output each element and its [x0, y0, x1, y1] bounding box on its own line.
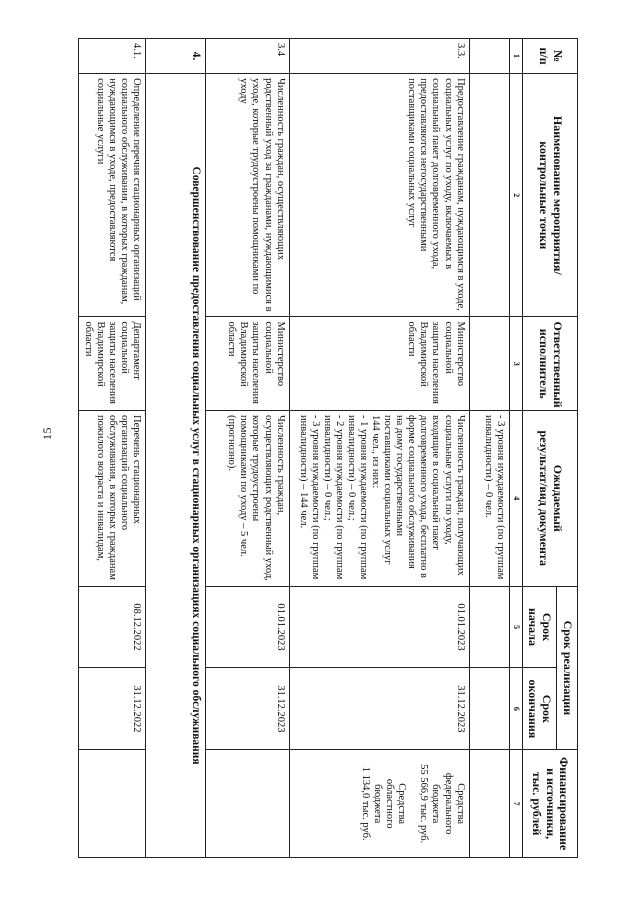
header-period: Срок реализации — [557, 586, 578, 750]
table-row — [79, 39, 146, 858]
row-end: 31.12.2023 — [289, 668, 469, 750]
finance-line: бюджета — [372, 784, 384, 824]
column-number: 4 — [509, 411, 522, 586]
column-number: 6 — [509, 668, 522, 750]
header-num: № п/п — [522, 39, 577, 74]
row-executor: Министерство социальной защиты населения Владимирской области — [205, 317, 289, 411]
table-row — [205, 39, 289, 858]
column-number-row — [509, 39, 522, 858]
header-finance: Финансирование и источники, тыс. рублей — [522, 750, 577, 858]
page-number: 15 — [40, 427, 54, 440]
finance-line: областного — [384, 778, 396, 829]
document-sheet — [78, 38, 578, 858]
row-executor — [469, 317, 509, 411]
finance-line: 55 566,9 тыс. руб. — [418, 764, 430, 844]
table-row — [469, 39, 509, 858]
row-result: Перечень стационарных организаций социального обслуживания, в которых гражданам пожилого возраста и инвалидам, — [79, 411, 146, 586]
finance-line: Средства — [454, 783, 466, 825]
section-row — [146, 39, 205, 858]
row-num: 4.1. — [79, 39, 146, 74]
row-start: 08.12.2022 — [79, 586, 146, 668]
column-number: 7 — [509, 750, 522, 858]
row-executor: Министерство социальной защиты населения Владимирской области — [289, 317, 469, 411]
row-result: Численность граждан, получающих социальные услуги по уходу, входящие в социальный пакет долговременного ухода, бесплатно в форме социального обслуживания на дому государственными поставщиками социальных услуг 144 чел., из них: - 1 уровня нуждаемости (по группам инвалидности) – 0 чел.; - 2 уровня нуждаемости (по группам инвалидности) – 0 чел.; - 3 уровня нуждаемости (по группам инвалидности) – 144 чел. — [289, 411, 469, 586]
row-end — [469, 668, 509, 750]
table-row — [289, 39, 469, 858]
row-result: Численность граждан, осуществляющих родственный уход, которые трудоустроены помощниками по уходу – 5 чел. (прогнозно). — [205, 411, 289, 586]
finance-line — [407, 754, 417, 853]
column-number: 1 — [509, 39, 522, 74]
section-num: 4. — [146, 39, 205, 74]
row-num — [469, 39, 509, 74]
finance-line: 1 134,0 тыс. руб. — [360, 766, 372, 841]
row-num: 3.3. — [289, 39, 469, 74]
row-start: 01.01.2023 — [205, 586, 289, 668]
header-result: Ожидаемый результат/вид документа — [522, 411, 577, 586]
column-number: 3 — [509, 317, 522, 411]
header-executor: Ответственный исполнитель — [522, 317, 577, 411]
row-end: 31.12.2023 — [205, 668, 289, 750]
row-finance — [205, 750, 289, 858]
finance-line: Средства — [396, 783, 408, 825]
row-name: Определение перечня стационарных организаций социального обслуживания, в которых гражданам, нуждающимся в уходе, предоставляются социальные услуги — [79, 74, 146, 317]
row-end: 31.12.2022 — [79, 668, 146, 750]
finance-line: бюджета — [430, 784, 442, 824]
header-name: Наименование мероприятия/ контрольные точки — [522, 74, 577, 317]
row-name: Численность граждан, осуществляющих родственный уход за гражданами, нуждающимися в уходе, которые трудоустроены помощниками по уходу — [205, 74, 289, 317]
row-start — [469, 586, 509, 668]
row-result: - 3 уровня нуждаемости (по группам инвалидности) – 0 чел. — [469, 411, 509, 586]
column-number: 5 — [509, 586, 522, 668]
header-end: Срок окончания — [522, 668, 557, 750]
column-number: 2 — [509, 74, 522, 317]
row-finance — [469, 750, 509, 858]
row-name — [469, 74, 509, 317]
header-row-1 — [557, 39, 578, 858]
finance-line: федерального — [442, 772, 454, 835]
row-executor: Департамент социальной защиты населения Владимирской области — [79, 317, 146, 411]
header-start: Срок начала — [522, 586, 557, 668]
row-name: Предоставление гражданам, нуждающимся в уходе, социальных услуг по уходу, включаемых в социальный пакет долговременного ухода, предоставляются негосударственными поставщиками социальных услуг — [289, 74, 469, 317]
row-finance — [289, 750, 469, 858]
section-title: Совершенствование предоставления социальных услуг в стационарных организациях социального обслуживания — [146, 74, 205, 858]
row-start: 01.01.2023 — [289, 586, 469, 668]
plan-table — [78, 38, 578, 858]
row-finance — [79, 750, 146, 858]
row-num: 3.4 — [205, 39, 289, 74]
